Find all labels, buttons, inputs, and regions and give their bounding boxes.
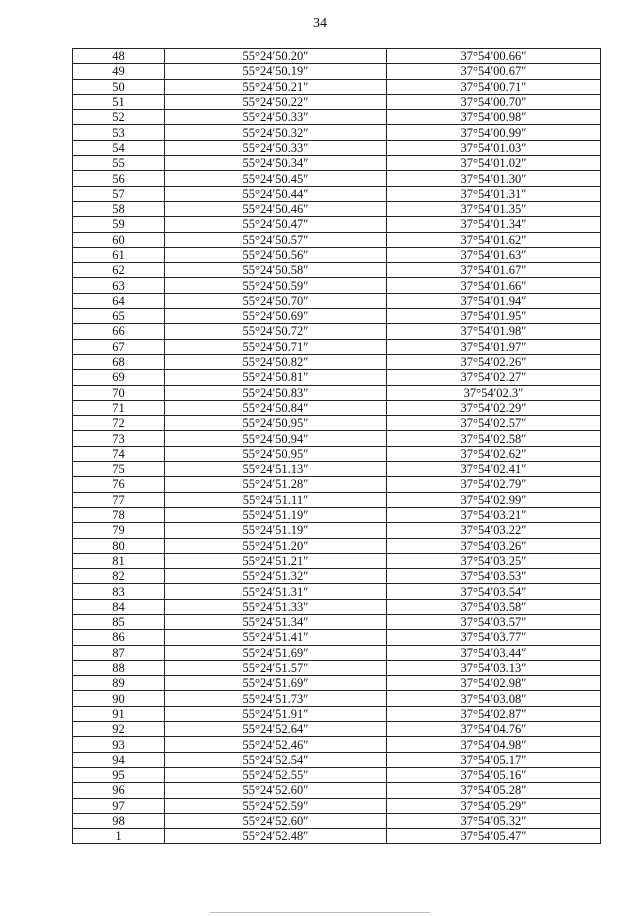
latitude-cell: 55°24′51.57″ <box>165 660 387 675</box>
longitude-cell: 37°54′03.54″ <box>387 584 601 599</box>
longitude-cell: 37°54′03.08″ <box>387 691 601 706</box>
latitude-cell: 55°24′50.33″ <box>165 110 387 125</box>
point-number-cell: 68 <box>73 354 165 369</box>
longitude-cell: 37°54′03.57″ <box>387 614 601 629</box>
point-number-cell: 87 <box>73 645 165 660</box>
table-row <box>73 354 601 369</box>
table-row <box>73 829 601 844</box>
table-row <box>73 64 601 79</box>
latitude-cell: 55°24′51.11″ <box>165 492 387 507</box>
table-row <box>73 263 601 278</box>
table-row <box>73 584 601 599</box>
table-row <box>73 523 601 538</box>
point-number-cell: 49 <box>73 64 165 79</box>
latitude-cell: 55°24′52.48″ <box>165 829 387 844</box>
longitude-cell: 37°54′02.41″ <box>387 462 601 477</box>
point-number-cell: 97 <box>73 798 165 813</box>
table-row <box>73 507 601 522</box>
table-row <box>73 706 601 721</box>
longitude-cell: 37°54′03.21″ <box>387 507 601 522</box>
page-number: 34 <box>313 16 327 31</box>
latitude-cell: 55°24′50.56″ <box>165 247 387 262</box>
table-row <box>73 569 601 584</box>
table-row <box>73 94 601 109</box>
latitude-cell: 55°24′50.33″ <box>165 140 387 155</box>
longitude-cell: 37°54′01.67″ <box>387 263 601 278</box>
latitude-cell: 55°24′50.47″ <box>165 217 387 232</box>
point-number-cell: 69 <box>73 370 165 385</box>
point-number-cell: 62 <box>73 263 165 278</box>
point-number-cell: 84 <box>73 599 165 614</box>
latitude-cell: 55°24′50.69″ <box>165 309 387 324</box>
point-number-cell: 55 <box>73 156 165 171</box>
point-number-cell: 51 <box>73 94 165 109</box>
table-row <box>73 538 601 553</box>
longitude-cell: 37°54′02.62″ <box>387 446 601 461</box>
latitude-cell: 55°24′50.20″ <box>165 49 387 64</box>
latitude-cell: 55°24′50.21″ <box>165 79 387 94</box>
point-number-cell: 88 <box>73 660 165 675</box>
longitude-cell: 37°54′01.66″ <box>387 278 601 293</box>
longitude-cell: 37°54′05.32″ <box>387 813 601 828</box>
longitude-cell: 37°54′03.77″ <box>387 630 601 645</box>
table-row <box>73 660 601 675</box>
latitude-cell: 55°24′50.44″ <box>165 186 387 201</box>
latitude-cell: 55°24′50.70″ <box>165 293 387 308</box>
latitude-cell: 55°24′50.57″ <box>165 232 387 247</box>
longitude-cell: 37°54′03.22″ <box>387 523 601 538</box>
longitude-cell: 37°54′00.70″ <box>387 94 601 109</box>
point-number-cell: 76 <box>73 477 165 492</box>
longitude-cell: 37°54′03.26″ <box>387 538 601 553</box>
longitude-cell: 37°54′02.26″ <box>387 354 601 369</box>
point-number-cell: 80 <box>73 538 165 553</box>
longitude-cell: 37°54′01.02″ <box>387 156 601 171</box>
table-row <box>73 201 601 216</box>
longitude-cell: 37°54′02.99″ <box>387 492 601 507</box>
longitude-cell: 37°54′01.03″ <box>387 140 601 155</box>
table-row <box>73 400 601 415</box>
latitude-cell: 55°24′52.60″ <box>165 783 387 798</box>
table-row <box>73 140 601 155</box>
table-row <box>73 79 601 94</box>
longitude-cell: 37°54′03.44″ <box>387 645 601 660</box>
latitude-cell: 55°24′51.28″ <box>165 477 387 492</box>
longitude-cell: 37°54′02.87″ <box>387 706 601 721</box>
point-number-cell: 1 <box>73 829 165 844</box>
point-number-cell: 64 <box>73 293 165 308</box>
point-number-cell: 61 <box>73 247 165 262</box>
point-number-cell: 81 <box>73 553 165 568</box>
table-row <box>73 737 601 752</box>
table-row <box>73 156 601 171</box>
point-number-cell: 86 <box>73 630 165 645</box>
point-number-cell: 70 <box>73 385 165 400</box>
longitude-cell: 37°54′01.30″ <box>387 171 601 186</box>
point-number-cell: 59 <box>73 217 165 232</box>
table-row <box>73 370 601 385</box>
point-number-cell: 95 <box>73 767 165 782</box>
point-number-cell: 91 <box>73 706 165 721</box>
bottom-divider <box>210 912 430 913</box>
longitude-cell: 37°54′05.17″ <box>387 752 601 767</box>
latitude-cell: 55°24′50.95″ <box>165 446 387 461</box>
table-row <box>73 293 601 308</box>
longitude-cell: 37°54′01.98″ <box>387 324 601 339</box>
table-row <box>73 798 601 813</box>
latitude-cell: 55°24′50.59″ <box>165 278 387 293</box>
latitude-cell: 55°24′51.32″ <box>165 569 387 584</box>
table-row <box>73 385 601 400</box>
point-number-cell: 50 <box>73 79 165 94</box>
table-row <box>73 813 601 828</box>
longitude-cell: 37°54′05.28″ <box>387 783 601 798</box>
table-row <box>73 599 601 614</box>
table-row <box>73 676 601 691</box>
longitude-cell: 37°54′02.27″ <box>387 370 601 385</box>
latitude-cell: 55°24′51.13″ <box>165 462 387 477</box>
latitude-cell: 55°24′50.34″ <box>165 156 387 171</box>
table-row <box>73 614 601 629</box>
point-number-cell: 96 <box>73 783 165 798</box>
latitude-cell: 55°24′50.45″ <box>165 171 387 186</box>
table-row <box>73 309 601 324</box>
latitude-cell: 55°24′51.34″ <box>165 614 387 629</box>
latitude-cell: 55°24′51.41″ <box>165 630 387 645</box>
table-row <box>73 722 601 737</box>
longitude-cell: 37°54′01.34″ <box>387 217 601 232</box>
latitude-cell: 55°24′50.19″ <box>165 64 387 79</box>
latitude-cell: 55°24′51.33″ <box>165 599 387 614</box>
latitude-cell: 55°24′52.64″ <box>165 722 387 737</box>
latitude-cell: 55°24′50.81″ <box>165 370 387 385</box>
latitude-cell: 55°24′51.19″ <box>165 523 387 538</box>
latitude-cell: 55°24′51.21″ <box>165 553 387 568</box>
latitude-cell: 55°24′51.20″ <box>165 538 387 553</box>
table-row <box>73 783 601 798</box>
point-number-cell: 48 <box>73 49 165 64</box>
longitude-cell: 37°54′01.31″ <box>387 186 601 201</box>
point-number-cell: 53 <box>73 125 165 140</box>
point-number-cell: 98 <box>73 813 165 828</box>
latitude-cell: 55°24′50.72″ <box>165 324 387 339</box>
point-number-cell: 94 <box>73 752 165 767</box>
table-row <box>73 125 601 140</box>
table-row <box>73 767 601 782</box>
table-row <box>73 217 601 232</box>
point-number-cell: 65 <box>73 309 165 324</box>
longitude-cell: 37°54′02.29″ <box>387 400 601 415</box>
point-number-cell: 54 <box>73 140 165 155</box>
longitude-cell: 37°54′05.29″ <box>387 798 601 813</box>
longitude-cell: 37°54′05.16″ <box>387 767 601 782</box>
point-number-cell: 79 <box>73 523 165 538</box>
latitude-cell: 55°24′52.59″ <box>165 798 387 813</box>
point-number-cell: 67 <box>73 339 165 354</box>
table-row <box>73 477 601 492</box>
point-number-cell: 72 <box>73 416 165 431</box>
table-row <box>73 752 601 767</box>
point-number-cell: 92 <box>73 722 165 737</box>
point-number-cell: 82 <box>73 569 165 584</box>
longitude-cell: 37°54′02.3″ <box>387 385 601 400</box>
longitude-cell: 37°54′03.58″ <box>387 599 601 614</box>
longitude-cell: 37°54′04.98″ <box>387 737 601 752</box>
latitude-cell: 55°24′51.19″ <box>165 507 387 522</box>
longitude-cell: 37°54′00.71″ <box>387 79 601 94</box>
table-row <box>73 186 601 201</box>
latitude-cell: 55°24′50.83″ <box>165 385 387 400</box>
table-row <box>73 324 601 339</box>
latitude-cell: 55°24′50.95″ <box>165 416 387 431</box>
point-number-cell: 77 <box>73 492 165 507</box>
latitude-cell: 55°24′50.32″ <box>165 125 387 140</box>
longitude-cell: 37°54′00.67″ <box>387 64 601 79</box>
point-number-cell: 66 <box>73 324 165 339</box>
longitude-cell: 37°54′03.13″ <box>387 660 601 675</box>
latitude-cell: 55°24′51.73″ <box>165 691 387 706</box>
latitude-cell: 55°24′50.94″ <box>165 431 387 446</box>
table-row <box>73 278 601 293</box>
latitude-cell: 55°24′51.91″ <box>165 706 387 721</box>
longitude-cell: 37°54′01.94″ <box>387 293 601 308</box>
longitude-cell: 37°54′01.95″ <box>387 309 601 324</box>
table-row <box>73 110 601 125</box>
table-row <box>73 416 601 431</box>
longitude-cell: 37°54′03.53″ <box>387 569 601 584</box>
table-row <box>73 171 601 186</box>
table-row <box>73 553 601 568</box>
latitude-cell: 55°24′51.69″ <box>165 645 387 660</box>
longitude-cell: 37°54′02.58″ <box>387 431 601 446</box>
point-number-cell: 63 <box>73 278 165 293</box>
point-number-cell: 52 <box>73 110 165 125</box>
latitude-cell: 55°24′50.82″ <box>165 354 387 369</box>
latitude-cell: 55°24′52.60″ <box>165 813 387 828</box>
longitude-cell: 37°54′03.25″ <box>387 553 601 568</box>
longitude-cell: 37°54′02.57″ <box>387 416 601 431</box>
point-number-cell: 83 <box>73 584 165 599</box>
table-row <box>73 630 601 645</box>
table-row <box>73 446 601 461</box>
longitude-cell: 37°54′01.35″ <box>387 201 601 216</box>
longitude-cell: 37°54′02.98″ <box>387 676 601 691</box>
table-row <box>73 492 601 507</box>
coordinates-table <box>72 48 601 844</box>
point-number-cell: 78 <box>73 507 165 522</box>
point-number-cell: 60 <box>73 232 165 247</box>
point-number-cell: 74 <box>73 446 165 461</box>
longitude-cell: 37°54′00.99″ <box>387 125 601 140</box>
point-number-cell: 58 <box>73 201 165 216</box>
table-row <box>73 49 601 64</box>
latitude-cell: 55°24′52.55″ <box>165 767 387 782</box>
table-row <box>73 691 601 706</box>
point-number-cell: 89 <box>73 676 165 691</box>
latitude-cell: 55°24′51.31″ <box>165 584 387 599</box>
point-number-cell: 56 <box>73 171 165 186</box>
table-row <box>73 431 601 446</box>
latitude-cell: 55°24′50.84″ <box>165 400 387 415</box>
latitude-cell: 55°24′52.46″ <box>165 737 387 752</box>
table-row <box>73 339 601 354</box>
table-row <box>73 645 601 660</box>
latitude-cell: 55°24′51.69″ <box>165 676 387 691</box>
latitude-cell: 55°24′50.58″ <box>165 263 387 278</box>
longitude-cell: 37°54′02.79″ <box>387 477 601 492</box>
point-number-cell: 73 <box>73 431 165 446</box>
point-number-cell: 71 <box>73 400 165 415</box>
latitude-cell: 55°24′50.71″ <box>165 339 387 354</box>
table-row <box>73 232 601 247</box>
longitude-cell: 37°54′00.98″ <box>387 110 601 125</box>
point-number-cell: 57 <box>73 186 165 201</box>
coordinates-table-body <box>73 49 601 844</box>
point-number-cell: 85 <box>73 614 165 629</box>
latitude-cell: 55°24′50.46″ <box>165 201 387 216</box>
longitude-cell: 37°54′00.66″ <box>387 49 601 64</box>
point-number-cell: 90 <box>73 691 165 706</box>
longitude-cell: 37°54′05.47″ <box>387 829 601 844</box>
table-row <box>73 462 601 477</box>
longitude-cell: 37°54′01.62″ <box>387 232 601 247</box>
table-row <box>73 247 601 262</box>
latitude-cell: 55°24′52.54″ <box>165 752 387 767</box>
latitude-cell: 55°24′50.22″ <box>165 94 387 109</box>
longitude-cell: 37°54′01.97″ <box>387 339 601 354</box>
point-number-cell: 93 <box>73 737 165 752</box>
longitude-cell: 37°54′04.76″ <box>387 722 601 737</box>
longitude-cell: 37°54′01.63″ <box>387 247 601 262</box>
point-number-cell: 75 <box>73 462 165 477</box>
